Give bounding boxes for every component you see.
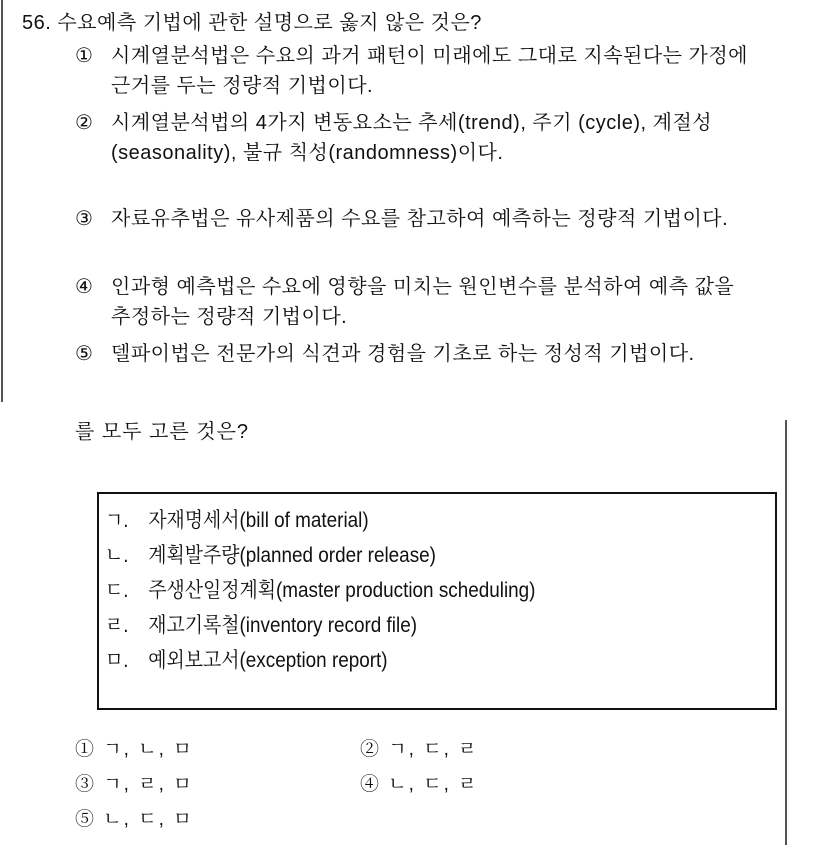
option-text: ㄱ, ㄹ, ㅁ (103, 774, 194, 795)
choice-number: ① (75, 45, 93, 67)
box-item-label: ㄹ. (105, 614, 129, 637)
column-divider-left (1, 0, 3, 402)
question-stem-fragment: 를 모두 고른 것은? (75, 421, 250, 443)
option-text: ㄴ, ㄷ, ㅁ (103, 809, 194, 830)
choice-1[interactable] (75, 41, 755, 101)
box-item-text: 계획발주량(planned order release) (148, 544, 436, 567)
option-number: ④ (360, 774, 382, 795)
box-item-label: ㄴ. (105, 544, 129, 567)
box-item-label: ㄷ. (105, 579, 129, 602)
choice-number: ⑤ (75, 343, 93, 365)
box-item (105, 574, 535, 604)
choice-text: 델파이법은 전문가의 식견과 경험을 기초로 하는 정성적 기법이다. (111, 343, 695, 365)
option-text: ㄱ, ㄷ, ㄹ (388, 739, 479, 760)
choice-3[interactable] (75, 204, 755, 234)
option-number: ② (360, 739, 382, 760)
option-number: ③ (75, 774, 97, 795)
column-divider-right (785, 420, 787, 845)
box-item (105, 609, 417, 639)
option-2[interactable] (360, 734, 478, 761)
choice-number: ④ (75, 276, 93, 298)
box-item-label: ㅁ. (105, 649, 129, 672)
option-1[interactable] (75, 734, 193, 761)
box-item-text: 예외보고서(exception report) (148, 649, 388, 672)
choice-5[interactable] (75, 339, 755, 369)
choice-text: 인과형 예측법은 수요에 영향을 미치는 원인변수를 분석하여 예측 값을 추정하는 정량적 기법이다. (111, 276, 735, 328)
question-title: 56. 수요예측 기법에 관한 설명으로 옳지 않은 것은? (22, 12, 482, 34)
choice-text: 시계열분석법의 4가지 변동요소는 추세(trend), 주기 (cycle), 계절성(seasonality), 불규 칙성(randomness)이다. (111, 112, 713, 164)
box-item (105, 504, 369, 534)
option-4[interactable] (360, 769, 478, 796)
option-number: ⑤ (75, 809, 97, 830)
choice-text: 시계열분석법은 수요의 과거 패턴이 미래에도 그대로 지속된다는 가정에 근거를 두는 정량적 기법이다. (111, 45, 748, 97)
option-text: ㄱ, ㄴ, ㅁ (103, 739, 194, 760)
option-5[interactable] (75, 804, 193, 831)
choice-number: ② (75, 112, 93, 134)
box-item (105, 644, 388, 674)
choice-number: ③ (75, 208, 93, 230)
choice-2[interactable] (75, 108, 755, 168)
option-text: ㄴ, ㄷ, ㄹ (388, 774, 479, 795)
box-item-text: 자재명세서(bill of material) (148, 509, 369, 532)
box-item-text: 주생산일정계획(master production scheduling) (148, 579, 536, 602)
choice-text: 자료유추법은 유사제품의 수요를 참고하여 예측하는 정량적 기법이다. (111, 208, 729, 230)
reference-box (97, 492, 777, 710)
choice-4[interactable] (75, 272, 755, 332)
option-3[interactable] (75, 769, 193, 796)
box-item (105, 539, 436, 569)
option-number: ① (75, 739, 97, 760)
box-item-label: ㄱ. (105, 509, 129, 532)
box-item-text: 재고기록철(inventory record file) (148, 614, 418, 637)
